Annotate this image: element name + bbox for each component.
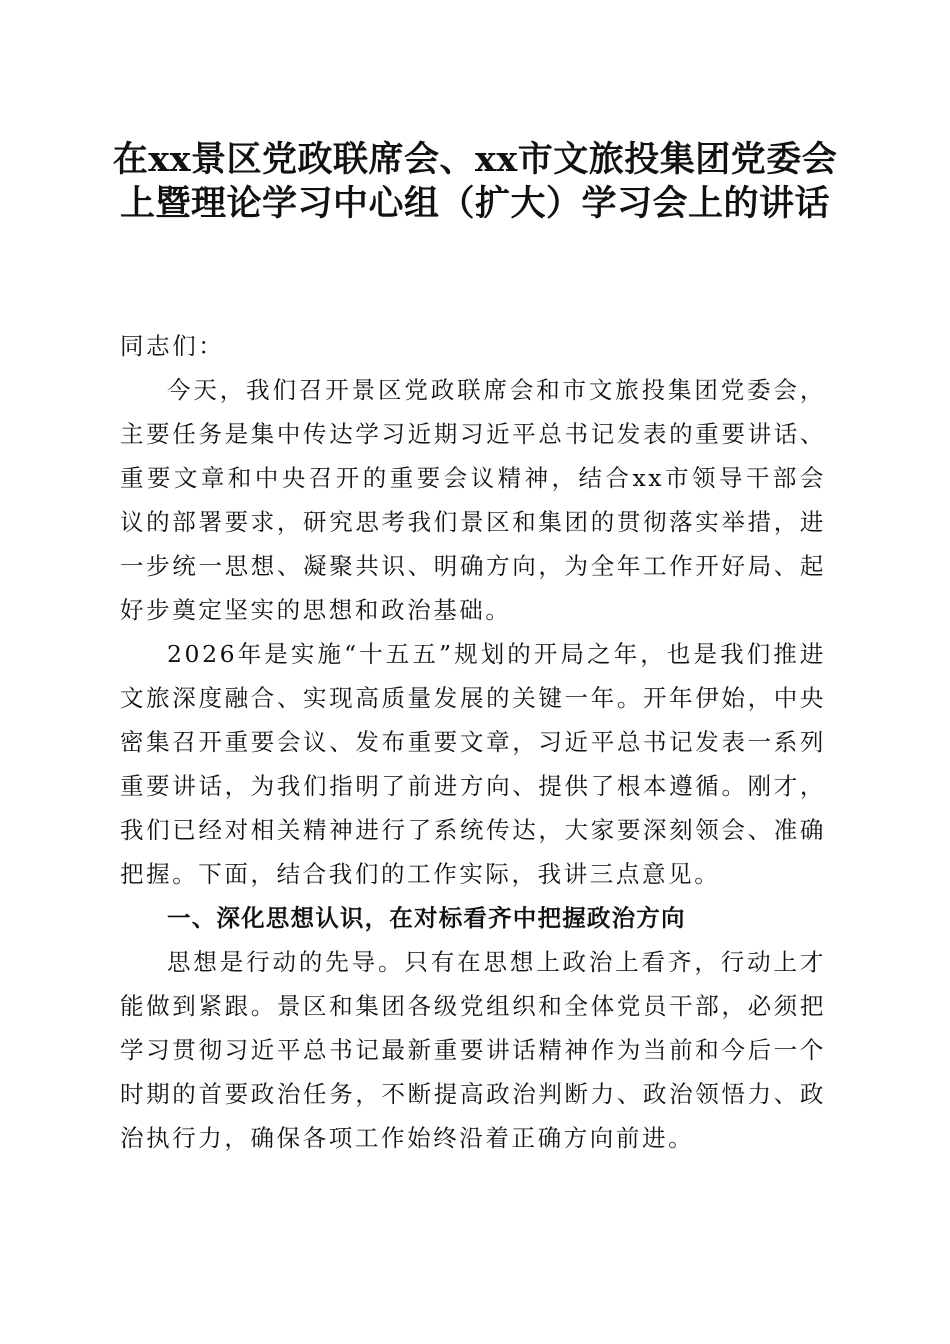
document-body xyxy=(120,324,826,1160)
paragraph-1: 今天，我们召开景区党政联席会和市文旅投集团党委会，主要任务是集中传达学习近期习近平总书记发表的重要讲话、重要文章和中央召开的重要会议精神，结合xx市领导干部会议的部署要求，研究思考我们景区和集团的贯彻落实举措，进一步统一思想、凝聚共识、明确方向，为全年工作开好局、起好步奠定坚实的思想和政治基础。 xyxy=(120,376,826,624)
paragraph-2: 2026年是实施“十五五”规划的开局之年，也是我们推进文旅深度融合、实现高质量发展的关键一年。开年伊始，中央密集召开重要会议、发布重要文章，习近平总书记发表一系列重要讲话，为我们指明了前进方向、提供了根本遵循。刚才，我们已经对相关精神进行了系统传达，大家要深刻领会、准确把握。下面，结合我们的工作实际，我讲三点意见。 xyxy=(120,640,826,888)
section-heading-1: 一、深化思想认识，在对标看齐中把握政治方向 xyxy=(167,904,686,932)
salutation: 同志们： xyxy=(120,332,225,360)
section-1-paragraph: 思想是行动的先导。只有在思想上政治上看齐，行动上才能做到紧跟。景区和集团各级党组织和全体党员干部，必须把学习贯彻习近平总书记最新重要讲话精神作为当前和今后一个时期的首要政治任务，不断提高政治判断力、政治领悟力、政治执行力，确保各项工作始终沿着正确方向前进。 xyxy=(120,948,826,1152)
document-title: 在xx景区党政联席会、xx市文旅投集团党委会上暨理论学习中心组（扩大）学习会上的讲话 xyxy=(112,139,838,224)
